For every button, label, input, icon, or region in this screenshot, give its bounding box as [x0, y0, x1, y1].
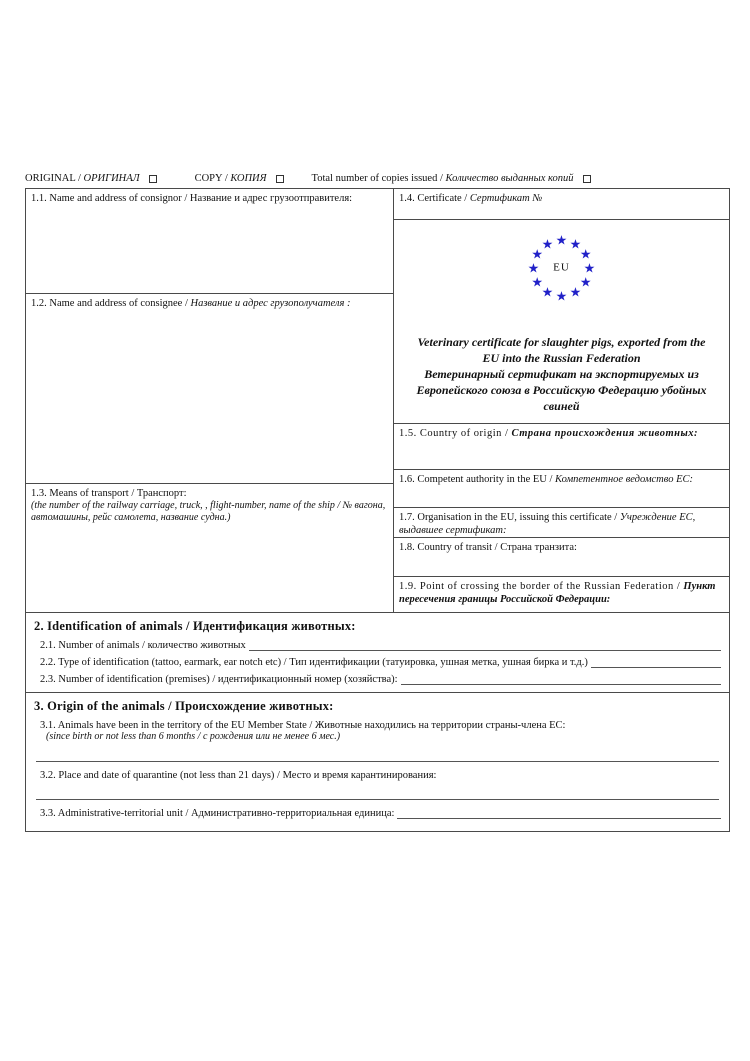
field-country-of-origin — [394, 423, 729, 469]
field-type-of-identification — [40, 657, 721, 668]
eu-star-icon: ★ — [569, 236, 582, 252]
eu-star-icon: ★ — [579, 274, 592, 290]
right-column — [394, 189, 729, 612]
territory-blank-line — [36, 761, 719, 762]
field-administrative-unit-label: 3.3. Administrative-territorial unit / Административно-территориальная единица: — [40, 808, 395, 819]
certificate-page — [25, 171, 730, 832]
field-type-of-identification-label: 2.2. Type of identification (tattoo, earmark, ear notch etc) / Тип идентификации (татуировка, ушная метка, ушная бирка и т.д.) — [40, 657, 588, 668]
field-country-of-origin-label: 1.5. Country of origin / Страна происхождения животных: — [399, 428, 698, 439]
field-border-crossing — [394, 576, 729, 612]
original-label: ORIGINAL / ОРИГИНАЛ — [25, 173, 140, 184]
field-consignor — [26, 189, 393, 293]
field-consignee — [26, 293, 393, 483]
field-territory-label: 3.1. Animals have been in the territory of the EU Member State / Животные находились на территории страны-члена ЕС: — [40, 720, 566, 731]
copy-checkbox[interactable] — [276, 175, 284, 183]
field-border-crossing-label: 1.9. Point of crossing the border of the Russian Federation / Пункт пересечения границы Российской Федерации: — [399, 581, 716, 605]
field-competent-authority — [394, 469, 729, 507]
section-origin — [26, 693, 729, 831]
field-premises-number-label: 2.3. Number of identification (premises) / идентификационный номер (хозяйства): — [40, 674, 398, 685]
eu-star-icon: ★ — [555, 232, 568, 248]
eu-star-icon: ★ — [541, 284, 554, 300]
field-quarantine-label: 3.2. Place and date of quarantine (not less than 21 days) / Место и время карантинирования: — [40, 770, 437, 781]
field-competent-authority-label: 1.6. Competent authority in the EU / Компетентное ведомство ЕС: — [399, 474, 693, 485]
total-copies-checkbox[interactable] — [583, 175, 591, 183]
field-number-of-animals-label: 2.1. Number of animals / количество животных — [40, 640, 246, 651]
type-of-identification-blank-line — [591, 665, 721, 668]
field-transport — [26, 483, 393, 612]
original-checkbox[interactable] — [149, 175, 157, 183]
section-origin-heading: 3. Origin of the animals / Происхождение животных: — [34, 699, 334, 713]
title-cell — [394, 219, 729, 423]
number-of-animals-blank-line — [249, 648, 721, 651]
eu-star-icon: ★ — [555, 288, 568, 304]
copy-label: COPY / КОПИЯ — [194, 173, 267, 184]
field-administrative-unit — [40, 808, 721, 819]
field-premises-number — [40, 674, 721, 685]
certificate-title-ru: Ветеринарный сертификат на экспортируемых из Европейского союза в Российскую Федерацию убойных свиней — [416, 367, 707, 413]
field-issuing-organisation — [394, 507, 729, 537]
field-transport-note: (the number of the railway carriage, truck, , flight-number, name of the ship / № вагона, автомашины, рейс самолета, название судна.) — [31, 500, 386, 523]
field-certificate-number-label: 1.4. Certificate / Сертификат № — [399, 193, 543, 204]
field-consignee-label: 1.2. Name and address of consignee / Название и адрес грузополучателя : — [31, 298, 351, 309]
quarantine-blank-line — [36, 799, 719, 800]
eu-star-icon: ★ — [583, 260, 596, 276]
eu-star-icon: ★ — [541, 236, 554, 252]
field-consignor-label: 1.1. Name and address of consignor / Название и адрес грузоотправителя: — [31, 193, 353, 204]
top-band — [26, 189, 729, 613]
eu-emblem — [522, 228, 602, 308]
field-transport-label: 1.3. Means of transport / Транспорт: — [31, 488, 187, 499]
premises-number-blank-line — [401, 682, 721, 685]
left-column — [26, 189, 394, 612]
certificate-title-en: Veterinary certificate for slaughter pigs, exported from the EU into the Russian Federation — [417, 335, 706, 365]
total-copies-label: Total number of copies issued / Количество выданных копий — [311, 173, 574, 184]
eu-star-icon: ★ — [531, 274, 544, 290]
eu-star-icon: ★ — [579, 246, 592, 262]
certificate-table — [25, 188, 730, 832]
field-territory-note: (since birth or not less than 6 months / с рождения или не менее 6 мес.) — [46, 731, 341, 742]
field-country-of-transit — [394, 537, 729, 576]
field-number-of-animals — [40, 640, 721, 651]
eu-star-icon: ★ — [569, 284, 582, 300]
eu-star-icon: ★ — [531, 246, 544, 262]
field-country-of-transit-label: 1.8. Country of transit / Страна транзита: — [399, 542, 577, 553]
eu-star-icon: ★ — [527, 260, 540, 276]
section-identification — [26, 613, 729, 693]
certificate-title — [394, 334, 729, 414]
administrative-unit-blank-line — [397, 816, 721, 819]
field-issuing-organisation-label: 1.7. Organisation in the EU, issuing this certificate / Учреждение ЕС, выдавшее сертификат: — [399, 512, 696, 536]
copies-row — [25, 171, 730, 186]
field-certificate-number — [394, 189, 729, 219]
section-identification-heading: 2. Identification of animals / Идентификация животных: — [34, 619, 356, 633]
eu-emblem-label: EU — [553, 261, 570, 274]
